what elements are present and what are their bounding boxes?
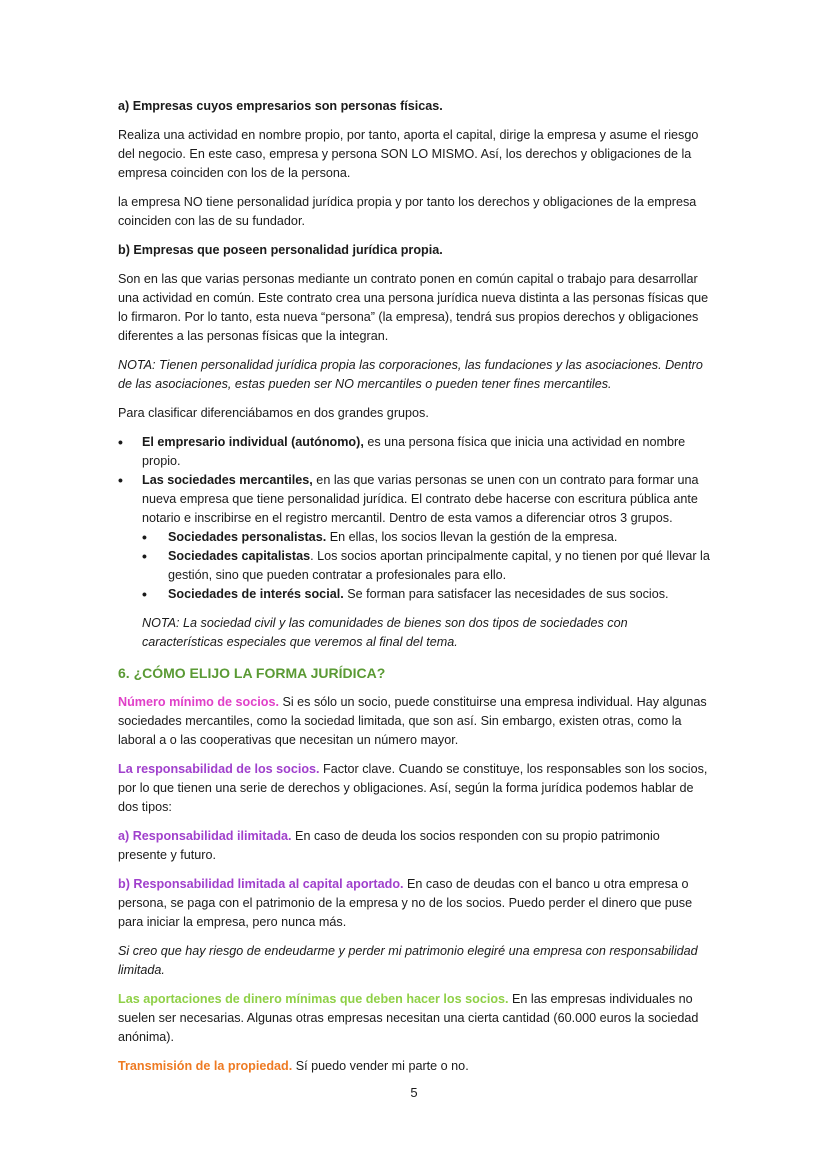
list-item-text: en las que varias personas se unen con un contrato para formar una nueva empresa que tiene personalidad jurídica. El contrato debe hacerse con escritura pública ante notario e inscribirse en el registro mercantil. Dentro de esta vamos a diferenciar otros 3 grupos.: [142, 473, 699, 525]
aportaciones-label: Las aportaciones de dinero mínimas que deben hacer los socios.: [118, 992, 509, 1006]
ilimitada-label: a) Responsabilidad ilimitada.: [118, 829, 292, 843]
section-a-paragraph-1: Realiza una actividad en nombre propio, por tanto, aporta el capital, dirige la empresa y asume el riesgo del negocio. En este caso, empresa y persona SON LO MISMO. Así, los derechos y obligaciones de la empresa coinciden con los de la persona.: [118, 128, 699, 180]
sub-item-text: En ellas, los socios llevan la gestión de la empresa.: [326, 530, 618, 544]
sub-item-text: . Los socios aportan principalmente capital, y no tienen por qué llevar la gestión, sino que pueden contratar a profesionales para ello.: [168, 549, 710, 582]
list-item-bold: El empresario individual (autónomo),: [142, 435, 364, 449]
transmision-label: Transmisión de la propiedad.: [118, 1059, 293, 1073]
limitada-text: En caso de deudas con el banco u otra empresa o persona, se paga con el patrimonio de la empresa y no de los socios. Puedo perder el dinero que puse para iniciar la empresa, pero nunca más.: [118, 877, 693, 929]
responsabilidad-paragraph: [118, 760, 712, 817]
section-a-paragraph-2: la empresa NO tiene personalidad jurídica propia y por tanto los derechos y obligaciones de la empresa coinciden con las de su fundador.: [118, 195, 697, 228]
aportaciones-text: En las empresas individuales no suelen ser necesarias. Algunas otras empresas necesitan una cierta cantidad (60.000 euros la sociedad anónima).: [118, 992, 699, 1044]
list-item-text: es una persona física que inicia una actividad en nombre propio.: [142, 435, 686, 468]
ilimitada-text: En caso de deuda los socios responden con su propio patrimonio presente y futuro.: [118, 829, 660, 862]
socios-text: Si es sólo un socio, puede constituirse una empresa individual. Hay algunas sociedades mercantiles, como la sociedad limitada, que son así. Sin embargo, existen otras, como la laboral a o las cooperativas que necesitan un número mayor.: [118, 695, 707, 747]
transmision-paragraph: [118, 1057, 712, 1076]
limitada-label: b) Responsabilidad limitada al capital aportado.: [118, 877, 404, 891]
risk-note: Si creo que hay riesgo de endeudarme y perder mi patrimonio elegiré una empresa con responsabilidad limitada.: [118, 944, 698, 977]
sub-item-interes-social: [142, 585, 712, 604]
section-b-note: NOTA: Tienen personalidad jurídica propia las corporaciones, las fundaciones y las asociaciones. Dentro de las asociaciones, estas pueden ser NO mercantiles o pueden tener fines mercantiles.: [118, 358, 703, 391]
page-content: [118, 97, 712, 1086]
list-item-bold: Las sociedades mercantiles,: [142, 473, 313, 487]
section-b-intro: Para clasificar diferenciábamos en dos grandes grupos.: [118, 406, 429, 420]
sub-item-text: Se forman para satisfacer las necesidades de sus socios.: [343, 587, 669, 601]
ilimitada-paragraph: [118, 827, 712, 865]
socios-label: Número mínimo de socios.: [118, 695, 279, 709]
groups-note: NOTA: La sociedad civil y las comunidades de bienes son dos tipos de sociedades con características especiales que veremos al final del tema.: [142, 616, 628, 649]
list-item-sociedades-mercantiles: [118, 471, 712, 652]
sub-item-bold: Sociedades personalistas.: [168, 530, 327, 544]
sub-groups-list: [142, 528, 712, 604]
groups-list: [118, 433, 712, 652]
aportaciones-paragraph: [118, 990, 712, 1047]
responsabilidad-label: La responsabilidad de los socios.: [118, 762, 320, 776]
section-b-heading: b) Empresas que poseen personalidad jurídica propia.: [118, 243, 443, 257]
section-6-heading: 6. ¿CÓMO ELIJO LA FORMA JURÍDICA?: [118, 665, 386, 681]
limitada-paragraph: [118, 875, 712, 932]
sub-item-bold: Sociedades capitalistas: [168, 549, 311, 563]
list-item-empresario-individual: [118, 433, 712, 471]
page-number: 5: [410, 1085, 418, 1100]
sub-item-bold: Sociedades de interés social.: [168, 587, 344, 601]
sub-item-personalistas: [142, 528, 712, 547]
section-a-heading: a) Empresas cuyos empresarios son personas físicas.: [118, 99, 443, 113]
sub-item-capitalistas: [142, 547, 712, 585]
section-b-paragraph-1: Son en las que varias personas mediante un contrato ponen en común capital o trabajo para desarrollar una actividad en común. Este contrato crea una persona jurídica nueva distinta a las personas físicas que lo firmaron. Por lo tanto, esta nueva “persona” (la empresa), tendrá sus propios derechos y obligaciones diferentes a las personas físicas que la integran.: [118, 272, 709, 343]
socios-paragraph: [118, 693, 712, 750]
responsabilidad-text: Factor clave. Cuando se constituye, los responsables son los socios, por lo que tienen una serie de derechos y obligaciones. Así, según la forma jurídica podemos hablar de dos tipos:: [118, 762, 708, 814]
transmision-text: Sí puedo vender mi parte o no.: [292, 1059, 469, 1073]
